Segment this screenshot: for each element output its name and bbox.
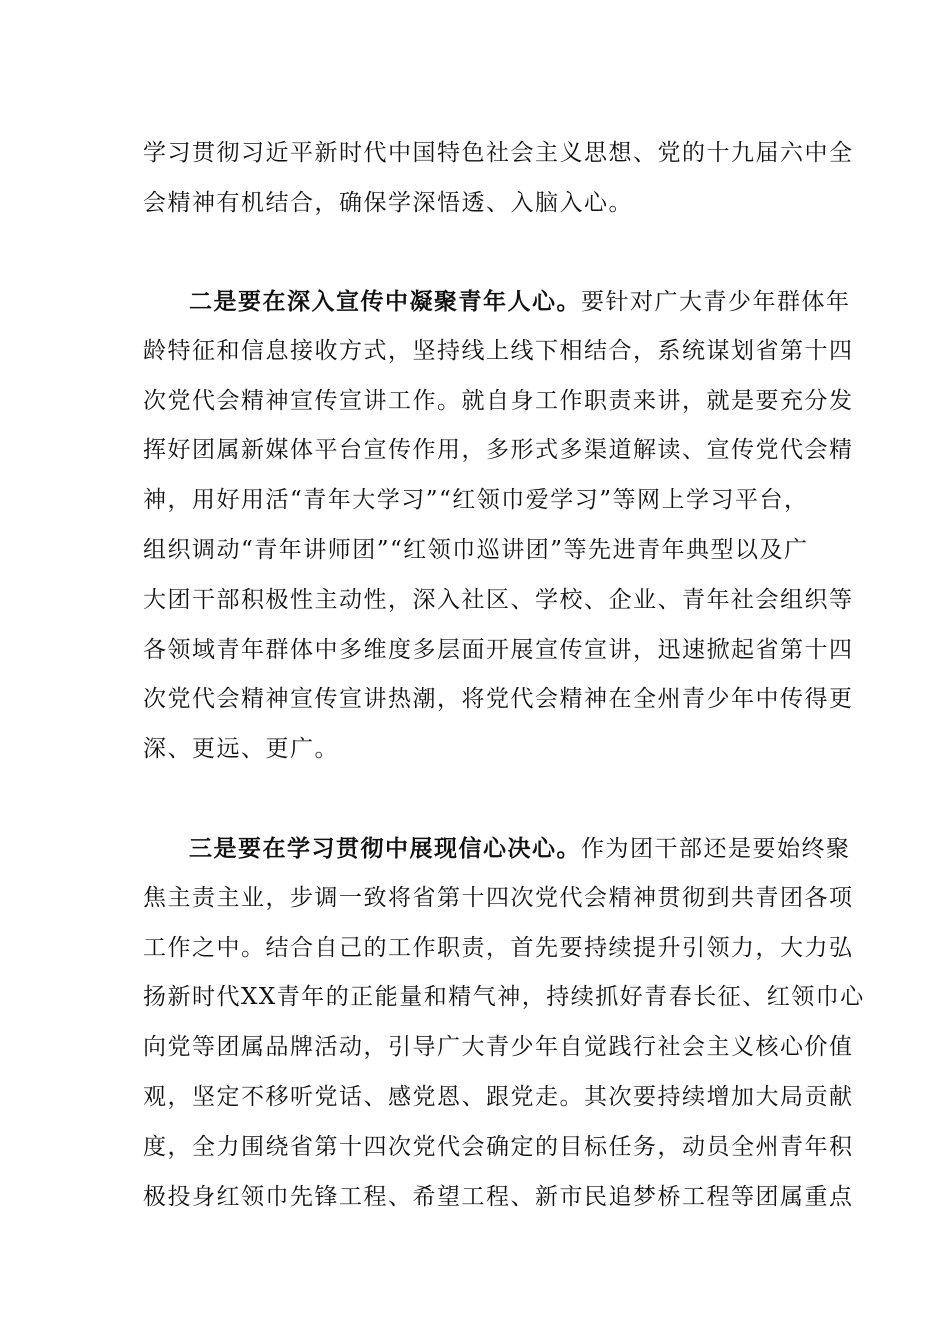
paragraph-heading: 三是要在学习贯彻中展现信心决心。 <box>189 835 581 862</box>
text-line: 挥好团属新媒体平台宣传作用，多形式多渠道解读、宣传党代会精 <box>143 437 854 464</box>
paragraph-heading: 二是要在深入宣传中凝聚青年人心。 <box>189 288 581 315</box>
text-line: 组织调动“青年讲师团”“红领巾巡讲团”等先进青年典型以及广 <box>143 536 809 563</box>
text-line: 学习贯彻习近平新时代中国特色社会主义思想、党的十九届六中全 <box>143 140 854 166</box>
text-line: 大团干部积极性主动性，深入社区、学校、企业、青年社会组织等 <box>143 586 854 613</box>
text-line: 极投身红领巾先锋工程、希望工程、新市民追梦桥工程等团属重点 <box>143 1183 854 1210</box>
text-line: 深、更远、更广。 <box>143 736 339 763</box>
text-line: 神，用好用活“青年大学习”“红领巾爱学习”等网上学习平台， <box>143 487 809 514</box>
text-line: 观，坚定不移听党话、感党恩、跟党走。其次要持续增加大局贡献 <box>143 1083 854 1110</box>
text-line: 焦主责主业，步调一致将省第十四次党代会精神贯彻到共青团各项 <box>143 884 854 911</box>
text-line: 会精神有机结合，确保学深悟透、入脑入心。 <box>143 189 633 216</box>
heading-continuation: 作为团干部还是要始终聚 <box>581 836 851 862</box>
paragraph-2 <box>143 277 854 775</box>
text-line: 工作之中。结合自己的工作职责，首先要持续提升引领力，大力弘 <box>143 934 854 961</box>
text-line: 次党代会精神宣传宣讲工作。就自身工作职责来讲，就是要充分发 <box>143 387 854 414</box>
text-line: 龄特征和信息接收方式，坚持线上线下相结合，系统谋划省第十四 <box>143 337 854 364</box>
text-line: 次党代会精神宣传宣讲热潮，将党代会精神在全州青少年中传得更 <box>143 686 854 713</box>
text-line: 各领域青年群体中多维度多层面开展宣传宣讲，迅速掀起省第十四 <box>143 636 854 663</box>
text-line: 扬新时代XX青年的正能量和精气神，持续抓好青春长征、红领巾心 <box>143 984 865 1011</box>
paragraph-first-line <box>143 824 851 874</box>
paragraph-3 <box>143 824 865 1222</box>
heading-continuation: 要针对广大青少年群体年 <box>581 289 851 315</box>
text-line: 向党等团属品牌活动，引导广大青少年自觉践行社会主义核心价值 <box>143 1034 854 1061</box>
text-line: 度，全力围绕省第十四次党代会确定的目标任务，动员全州青年积 <box>143 1133 854 1160</box>
paragraph-1 <box>143 129 854 229</box>
paragraph-first-line <box>143 277 851 327</box>
